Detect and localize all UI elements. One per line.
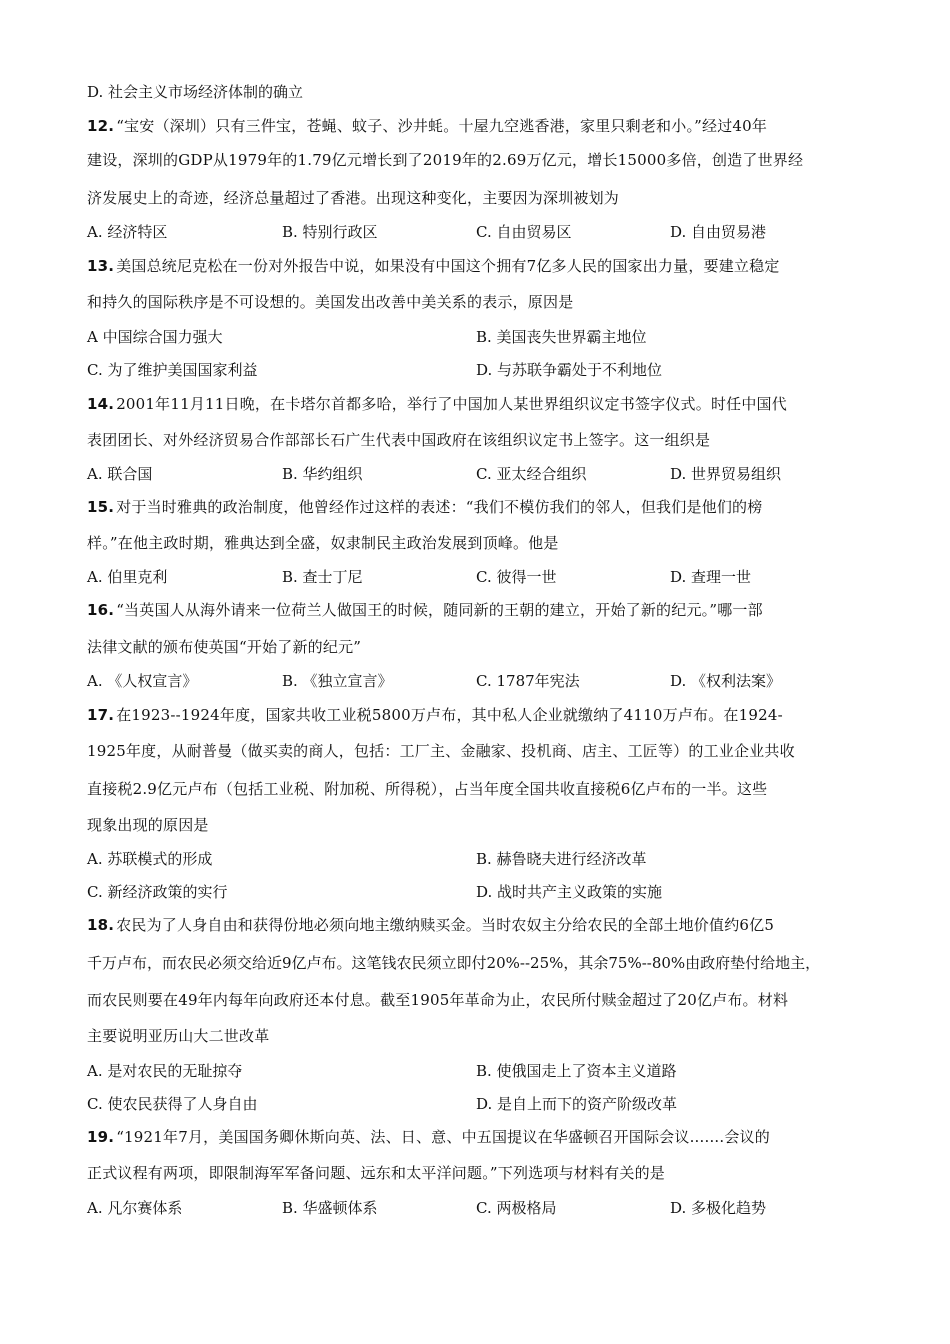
- q19-option-a[interactable]: A. 凡尔赛体系: [87, 1199, 183, 1217]
- q15-option-a[interactable]: A. 伯里克利: [87, 568, 168, 586]
- question-18-line-3: 而农民则要在49年内每年向政府还本付息。截至1905年革命为止，农民所付赎金超过了20亿卢布。材料: [87, 991, 789, 1009]
- question-text: 美国总统尼克松在一份对外报告中说，如果没有中国这个拥有7亿多人民的国家出力量，要建立稳定: [116, 257, 780, 275]
- question-17-line-1: [87, 705, 872, 725]
- q16-option-c[interactable]: C. 1787年宪法: [476, 672, 580, 690]
- question-19-line-2: 正式议程有两项，即限制海军军备问题、远东和太平洋问题。”下列选项与材料有关的是: [87, 1164, 665, 1182]
- q16-option-a[interactable]: A. 《人权宣言》: [87, 672, 198, 690]
- q19-option-b[interactable]: B. 华盛顿体系: [282, 1199, 378, 1217]
- q18-option-c[interactable]: C. 使农民获得了人身自由: [87, 1095, 258, 1113]
- prev-option-d: D. 社会主义市场经济体制的确立: [87, 83, 304, 101]
- question-15-line-1: [87, 497, 872, 517]
- q18-option-b[interactable]: B. 使俄国走上了资本主义道路: [476, 1062, 677, 1080]
- question-16-line-1: [87, 600, 872, 620]
- question-text: 对于当时雅典的政治制度，他曾经作过这样的表述：“我们不模仿我们的邻人，但我们是他们的榜: [116, 498, 763, 516]
- q15-option-d[interactable]: D. 查理一世: [670, 568, 752, 586]
- question-number: 18.: [87, 916, 115, 934]
- question-12-line-1: [87, 116, 872, 136]
- q15-option-c[interactable]: C. 彼得一世: [476, 568, 557, 586]
- q14-option-c[interactable]: C. 亚太经合组织: [476, 465, 587, 483]
- q13-option-c[interactable]: C. 为了维护美国国家利益: [87, 361, 258, 379]
- question-number: 15.: [87, 498, 115, 516]
- question-number: 17.: [87, 706, 115, 724]
- question-number: 13.: [87, 257, 115, 275]
- q17-option-c[interactable]: C. 新经济政策的实行: [87, 883, 228, 901]
- question-18-line-1: [87, 915, 872, 935]
- question-15-line-2: 样。”在他主政时期，雅典达到全盛，奴隶制民主政治发展到顶峰。他是: [87, 534, 559, 552]
- question-16-line-2: 法律文献的颁布使英国“开始了新的纪元”: [87, 638, 362, 656]
- q17-option-d[interactable]: D. 战时共产主义政策的实施: [476, 883, 663, 901]
- q14-option-a[interactable]: A. 联合国: [87, 465, 153, 483]
- q12-option-b[interactable]: B. 特别行政区: [282, 223, 378, 241]
- question-12-line-2: 建设，深圳的GDP从1979年的1.79亿元增长到了2019年的2.69万亿元，增长15000多倍，创造了世界经: [87, 151, 804, 169]
- question-18-line-4: 主要说明亚历山大二世改革: [87, 1027, 270, 1045]
- question-number: 16.: [87, 601, 115, 619]
- q18-option-d[interactable]: D. 是自上而下的资产阶级改革: [476, 1095, 678, 1113]
- question-19-line-1: [87, 1127, 872, 1147]
- question-13-line-1: [87, 256, 872, 276]
- q16-option-b[interactable]: B. 《独立宣言》: [282, 672, 393, 690]
- q19-option-c[interactable]: C. 两极格局: [476, 1199, 557, 1217]
- question-text: “宝安（深圳）只有三件宝，苍蝇、蚊子、沙井蚝。十屋九空逃香港，家里只剩老和小。”经过40年: [116, 117, 768, 135]
- question-number: 14.: [87, 395, 115, 413]
- question-text: “当英国人从海外请来一位荷兰人做国王的时候，随同新的王朝的建立，开始了新的纪元。”哪一部: [116, 601, 763, 619]
- q19-option-d[interactable]: D. 多极化趋势: [670, 1199, 767, 1217]
- question-number: 19.: [87, 1128, 115, 1146]
- q12-option-c[interactable]: C. 自由贸易区: [476, 223, 572, 241]
- question-12-line-3: 济发展史上的奇迹，经济总量超过了香港。出现这种变化，主要因为深圳被划为: [87, 189, 620, 207]
- q13-option-b[interactable]: B. 美国丧失世界霸主地位: [476, 328, 647, 346]
- question-text: 在1923--1924年度，国家共收工业税5800万卢布，其中私人企业就缴纳了4110万卢布。在1924-: [116, 706, 783, 724]
- question-17-line-3: 直接税2.9亿元卢布（包括工业税、附加税、所得税），占当年度全国共收直接税6亿卢布的一半。这些: [87, 780, 768, 798]
- q12-option-a[interactable]: A. 经济特区: [87, 223, 168, 241]
- q18-option-a[interactable]: A. 是对农民的无耻掠夺: [87, 1062, 243, 1080]
- question-text: 2001年11月11日晚，在卡塔尔首都多哈，举行了中国加人某世界组织议定书签字仪式。时任中国代: [116, 395, 787, 413]
- question-17-line-2: 1925年度，从耐普曼（做买卖的商人，包括：工厂主、金融家、投机商、店主、工匠等）的工业企业共收: [87, 742, 795, 760]
- question-18-line-2: 千万卢布，而农民必须交给近9亿卢布。这笔钱农民须立即付20%--25%，其余75%--80%由政府垫付给地主，: [87, 954, 821, 972]
- q16-option-d[interactable]: D. 《权利法案》: [670, 672, 782, 690]
- question-14-line-2: 表团团长、对外经济贸易合作部部长石广生代表中国政府在该组织议定书上签字。这一组织是: [87, 431, 711, 449]
- q14-option-d[interactable]: D. 世界贸易组织: [670, 465, 782, 483]
- q14-option-b[interactable]: B. 华约组织: [282, 465, 363, 483]
- question-14-line-1: [87, 394, 872, 414]
- q13-option-a[interactable]: A 中国综合国力强大: [87, 328, 223, 346]
- q17-option-a[interactable]: A. 苏联模式的形成: [87, 850, 213, 868]
- q17-option-b[interactable]: B. 赫鲁晓夫进行经济改革: [476, 850, 647, 868]
- question-number: 12.: [87, 117, 115, 135]
- q15-option-b[interactable]: B. 查士丁尼: [282, 568, 363, 586]
- q12-option-d[interactable]: D. 自由贸易港: [670, 223, 767, 241]
- question-17-line-4: 现象出现的原因是: [87, 816, 209, 834]
- question-text: 农民为了人身自由和获得份地必须向地主缴纳赎买金。当时农奴主分给农民的全部土地价值约6亿5: [116, 916, 775, 934]
- question-13-line-2: 和持久的国际秩序是不可设想的。美国发出改善中美关系的表示，原因是: [87, 293, 574, 311]
- q13-option-d[interactable]: D. 与苏联争霸处于不利地位: [476, 361, 663, 379]
- question-text: “1921年7月，美国国务卿休斯向英、法、日、意、中五国提议在华盛顿召开国际会议.......会议的: [116, 1128, 770, 1146]
